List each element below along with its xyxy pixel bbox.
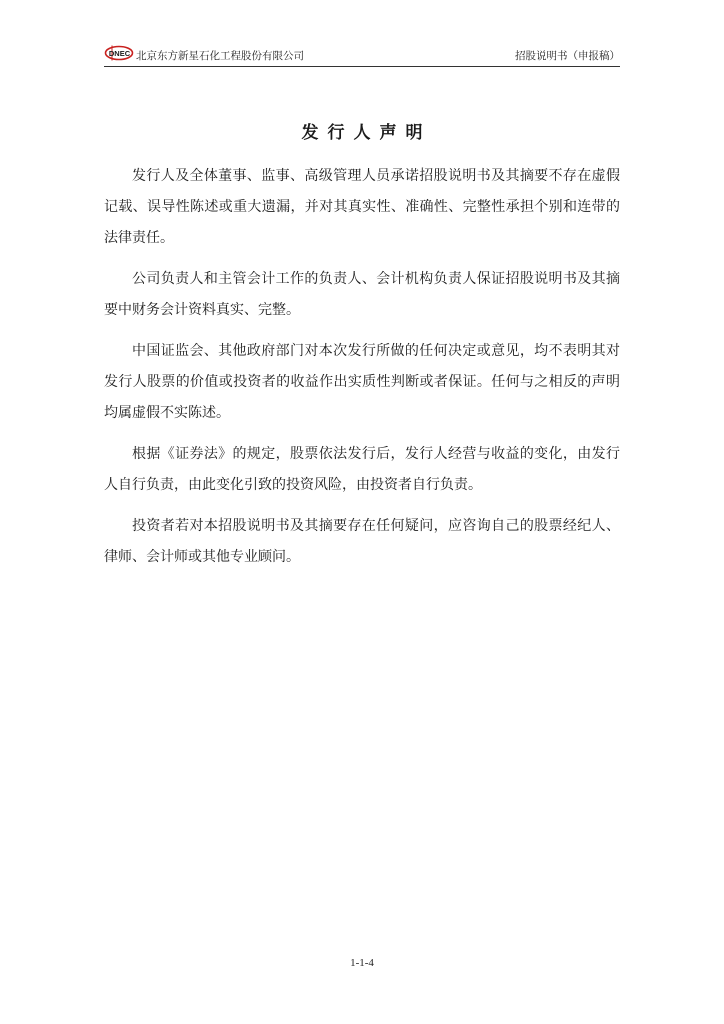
paragraph: 公司负责人和主管会计工作的负责人、会计机构负责人保证招股说明书及其摘要中财务会计资料真实、完整。 (104, 271, 620, 318)
paragraph: 发行人及全体董事、监事、高级管理人员承诺招股说明书及其摘要不存在虚假记载、误导性陈述或重大遗漏，并对其真实性、准确性、完整性承担个别和连带的法律责任。 (104, 168, 620, 246)
document-type: 招股说明书（申报稿） (515, 50, 620, 62)
paragraph: 中国证监会、其他政府部门对本次发行所做的任何决定或意见，均不表明其对发行人股票的价值或投资者的收益作出实质性判断或者保证。任何与之相反的声明均属虚假不实陈述。 (104, 343, 620, 421)
company-name: 北京东方新星石化工程股份有限公司 (136, 50, 304, 62)
page-number: 1-1-4 (350, 957, 374, 969)
paragraph: 根据《证券法》的规定，股票依法发行后，发行人经营与收益的变化，由发行人自行负责，由此变化引致的投资风险，由投资者自行负责。 (104, 446, 620, 493)
page-header (104, 44, 620, 67)
statement-body (104, 161, 620, 583)
svg-text:DNEC: DNEC (108, 48, 131, 58)
company-logo (104, 45, 134, 61)
page-title: 发行人声明 (301, 123, 432, 143)
paragraph: 投资者若对本招股说明书及其摘要存在任何疑问，应咨询自己的股票经纪人、律师、会计师或其他专业顾问。 (104, 518, 620, 565)
